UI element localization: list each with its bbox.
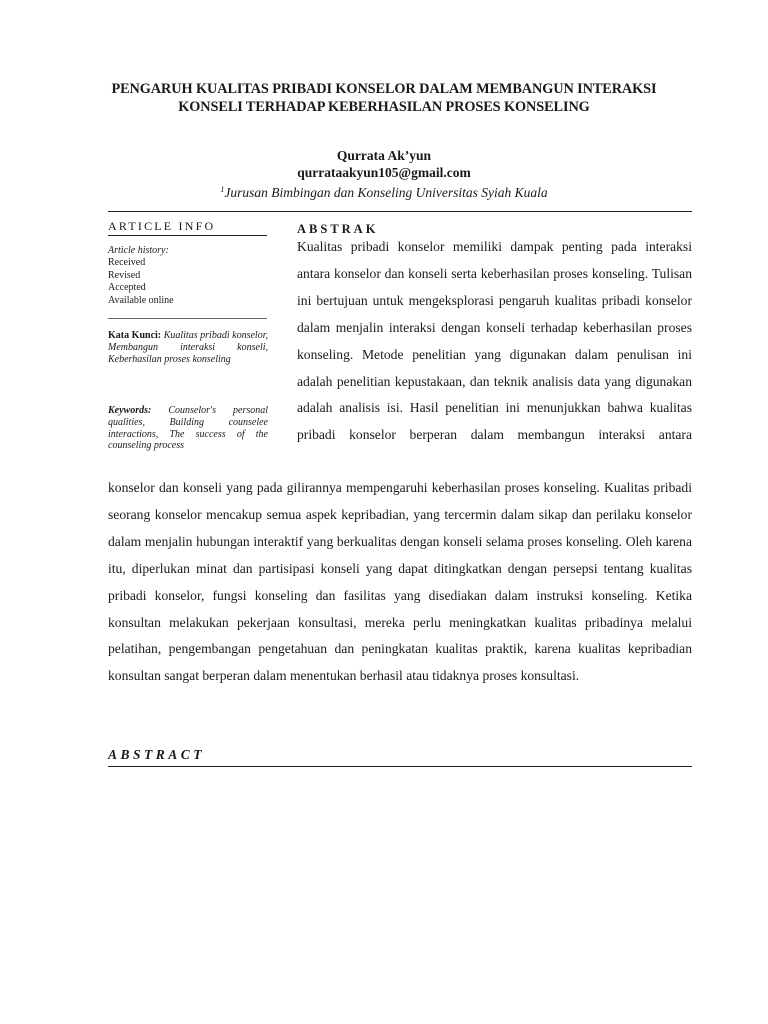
author-email[interactable]: qurrataakyun105@gmail.com: [297, 165, 471, 180]
kata-kunci-label: Kata Kunci:: [108, 330, 162, 341]
history-item-accepted: Accepted: [108, 282, 146, 294]
kata-kunci-block: [108, 330, 268, 365]
keywords-label: Keywords:: [108, 405, 152, 416]
article-history: [108, 245, 268, 307]
abstrak-line: penelitian yang digunakan dalam penulisan ini adalah penelitian: [297, 346, 692, 389]
abstrak-body-wide: konselor dan konseli yang pada gilirannya mempengaruhi keberhasilan proses konseling. Kualitas pribadi seorang konselor mencakup semua aspek kepribadian, yang tercermin dalam sikap dan perilaku konselor dalam menjalin hubungan interaktif yang berkualitas dengan konseli selama proses konseling. Oleh karena itu, diperlukan minat dan partisipasi konseli yang dapat ditingkatkan dengan persepsi tentang kualitas pribadi konselor, fungsi konseling dan fasilitas yang disediakan dalam instruksi konseling. Ketika konsultan melakukan pekerjaan konsultasi, mereka perlu meningkatkan kualitas pribadinya melalui pelatihan, pengembangan pengetahuan dan peningkatan kualitas praktik, karena kualitas kepribadian konsultan sangat berperan dalam menentukan berhasil atau tidaknya proses konsultasi.: [108, 480, 692, 684]
author-affiliation: [0, 182, 768, 201]
abstrak-heading: ABSTRAK: [297, 222, 379, 236]
paper-title-line-1: PENGARUH KUALITAS PRIBADI KONSELOR DALAM MEMBANGUN INTERAKSI: [111, 81, 657, 97]
keywords-value: Counselor's personal qualities, Building counselee interactions, The success of the counseling process: [108, 405, 269, 452]
article-history-label: Article history:: [108, 245, 169, 256]
header-divider: [108, 211, 692, 212]
history-item-revised: Revised: [108, 269, 141, 281]
abstract-heading: ABSTRACT: [108, 747, 206, 762]
paper-title-line-2: KONSELI TERHADAP KEBERHASILAN PROSES KONSELING: [178, 99, 590, 115]
affiliation-text: Jurusan Bimbingan dan Konseling Universitas Syiah Kuala: [224, 185, 548, 200]
affiliation-mark: 1: [220, 185, 225, 194]
abstrak-line: interaksi antara konselor dan konseli serta keberhasilan proses: [297, 239, 692, 281]
history-item-received: Received: [108, 257, 146, 269]
abstrak-line: Kualitas pribadi konselor memiliki dampak penting pada: [297, 239, 637, 254]
article-info-divider: [108, 235, 267, 236]
abstrak-line: konseling. Tulisan ini bertujuan untuk mengeksplorasi pengaruh: [297, 265, 693, 308]
article-info-heading: ARTICLE INFO: [108, 219, 216, 233]
abstrak-line: analisis isi. Hasil penelitian ini menunjukkan bahwa kualitas: [339, 400, 692, 416]
paper-title: [60, 80, 708, 116]
abstrak-line: kepustakaan, dan teknik analisis data yang digunakan adalah: [297, 373, 693, 416]
abstrak-body-narrow: [297, 234, 692, 449]
author-name: Qurrata Ak’yun: [336, 148, 432, 163]
abstrak-line: kualitas pribadi konselor dalam menjalin interaksi dengan: [297, 292, 692, 335]
keywords-block: [108, 405, 268, 452]
kata-kunci-value: Kualitas pribadi konselor, Membangun interaksi konseli, Keberhasilan proses konseling: [108, 330, 268, 365]
abstrak-line: konseli terhadap keberhasilan proses konseling. Metode: [297, 319, 692, 362]
abstract-divider: [108, 766, 692, 767]
history-item-available-online: Available online: [108, 294, 174, 306]
abstrak-line: pribadi konselor berperan dalam membangun interaksi antara: [297, 427, 692, 443]
article-history-divider: [108, 318, 267, 319]
